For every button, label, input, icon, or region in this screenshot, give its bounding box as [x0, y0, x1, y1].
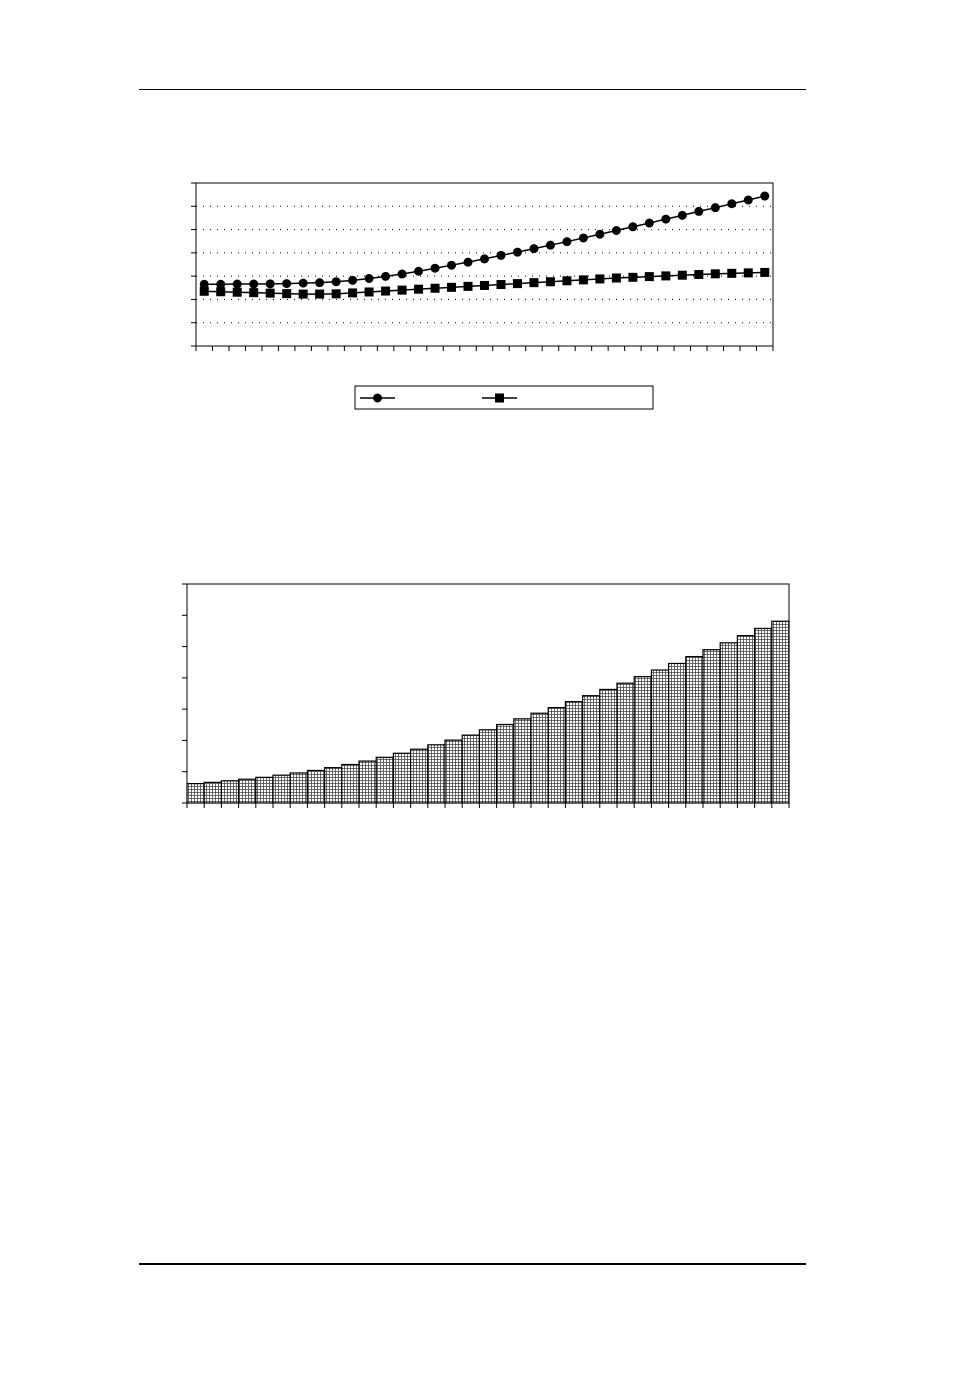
bar	[376, 757, 393, 803]
bar	[307, 770, 324, 803]
series-2-point	[612, 274, 621, 283]
bar	[755, 628, 772, 803]
series-2-point	[546, 277, 555, 286]
series-1-point	[414, 267, 423, 276]
series-1-point	[529, 244, 538, 253]
bar	[428, 745, 445, 803]
series-1-point	[431, 264, 440, 273]
bar	[342, 765, 359, 803]
series-2-point	[398, 286, 407, 295]
bar	[600, 689, 617, 803]
bar	[548, 708, 565, 803]
bar	[462, 735, 479, 803]
header-rule	[139, 89, 806, 90]
series-2-point	[348, 288, 357, 297]
bar	[273, 775, 290, 803]
series-1-point	[744, 195, 753, 204]
series-2-point	[513, 279, 522, 288]
series-1-point	[315, 278, 324, 287]
bar	[393, 753, 410, 803]
series-2-point	[249, 288, 258, 297]
bar	[256, 777, 273, 803]
series-1-point	[365, 274, 374, 283]
series-1-point	[595, 230, 604, 239]
series-1-point	[348, 276, 357, 285]
bar	[720, 643, 737, 803]
bar	[514, 719, 531, 803]
series-2-point	[711, 269, 720, 278]
bar	[531, 713, 548, 803]
series-2-point	[216, 287, 225, 296]
series-1-point	[282, 279, 291, 288]
series-2-point	[744, 268, 753, 277]
bar	[737, 636, 754, 803]
bar	[565, 702, 582, 803]
series-2-point	[233, 288, 242, 297]
bar	[359, 761, 376, 803]
footer-rule	[139, 1263, 806, 1265]
series-2-point	[315, 290, 324, 299]
series-1-point	[447, 261, 456, 270]
series-2-point	[299, 290, 308, 299]
series-2-point	[529, 278, 538, 287]
series-1-point	[661, 215, 670, 224]
series-2-point	[464, 282, 473, 291]
series-1-point	[299, 279, 308, 288]
series-1-point	[678, 211, 687, 220]
series-1-point	[233, 280, 242, 289]
series-2-point	[694, 270, 703, 279]
series-1-point	[612, 226, 621, 235]
series-2-point	[447, 283, 456, 292]
series-2-point	[332, 289, 341, 298]
series-1-point	[579, 233, 588, 242]
series-2-point	[414, 285, 423, 294]
series-2-point	[678, 271, 687, 280]
bar	[583, 696, 600, 803]
series-1-point	[249, 280, 258, 289]
bar	[703, 650, 720, 803]
bar	[617, 683, 634, 803]
series-2-point	[645, 272, 654, 281]
series-2-point	[431, 284, 440, 293]
bar	[325, 768, 342, 803]
series-2-point	[628, 273, 637, 282]
line-chart	[178, 170, 798, 420]
series-2-point	[496, 280, 505, 289]
series-2-point	[200, 287, 209, 296]
legend-series-1-marker	[373, 394, 382, 403]
bar	[204, 782, 221, 803]
legend	[355, 386, 653, 409]
series-2-point	[381, 287, 390, 296]
series-1-point	[480, 254, 489, 263]
series-2-point	[595, 274, 604, 283]
series-1-point	[513, 248, 522, 257]
series-1-point	[398, 270, 407, 279]
series-1-point	[381, 272, 390, 281]
bar-chart	[170, 570, 810, 820]
series-1-point	[266, 279, 275, 288]
series-1-point	[464, 258, 473, 267]
series-1-point	[711, 203, 720, 212]
bar	[479, 730, 496, 803]
series-1-point	[694, 207, 703, 216]
series-1-point	[628, 222, 637, 231]
series-2-point	[661, 271, 670, 280]
series-2-point	[727, 269, 736, 278]
bar	[187, 784, 204, 803]
bar	[239, 779, 256, 803]
series-2-point	[365, 287, 374, 296]
plot-area	[196, 183, 773, 346]
bar	[651, 670, 668, 803]
bar	[221, 781, 238, 803]
series-2-point	[562, 276, 571, 285]
series-2-point	[480, 281, 489, 290]
series-2-point	[760, 268, 769, 277]
series-1-point	[562, 237, 571, 246]
legend-series-2-marker	[495, 394, 504, 403]
bar	[634, 677, 651, 803]
bar	[772, 621, 789, 803]
series-2-point	[282, 289, 291, 298]
series-2-point	[266, 289, 275, 298]
series-1-point	[332, 277, 341, 286]
bar	[445, 740, 462, 803]
series-1-point	[496, 251, 505, 260]
series-2-point	[579, 275, 588, 284]
bar	[290, 773, 307, 803]
series-1-point	[727, 199, 736, 208]
series-1-point	[645, 219, 654, 228]
series-1-point	[760, 192, 769, 201]
bar	[497, 724, 514, 803]
bar	[686, 657, 703, 803]
series-1-point	[546, 241, 555, 250]
bar	[411, 749, 428, 803]
bar	[669, 663, 686, 803]
